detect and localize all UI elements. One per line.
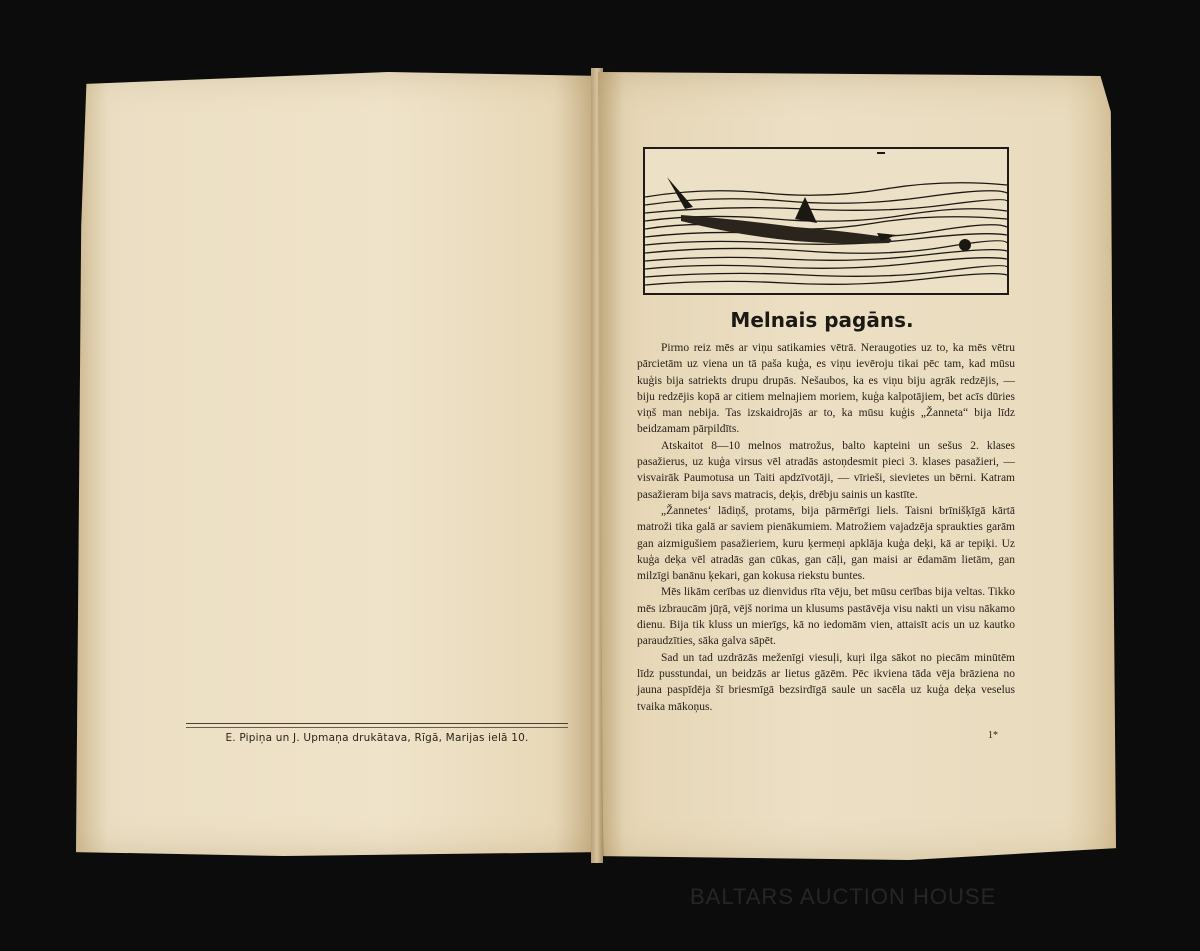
- shark-waves-illustration: [643, 147, 1009, 295]
- auction-watermark: BALTARS AUCTION HOUSE: [690, 884, 997, 909]
- chapter-text: [637, 340, 1015, 715]
- paragraph: Sad un tad uzdrāzās meženīgi viesuļi, kuŗi ilga sākot no piecām minūtēm līdz pusstundai, un beidzās ar lietus gāzēm. Pēc ikviena tāda vēja brāziena no jauna paspīdēja šī briesmīgā bezsirdīgā saule un sacēla uz kuģa deķa veselus tvaika mākoņus.: [637, 651, 1015, 713]
- woodcut-image: [645, 149, 1007, 293]
- paragraph: Atskaitot 8—10 melnos matrožus, balto kapteini un sešus 2. klases pasažierus, uz kuģa virsus vēl atradās astoņdesmit pieci 3. klases pasažieri, — visvairāk Paumotusa un Taiti apdzīvotāji, — vīrieši, sievietes un bērni. Katram pasažieram bija savs matracis, deķis, drēbju sainis un kastīte.: [637, 439, 1015, 501]
- printer-imprint: E. Pipiņa un J. Upmaņa drukātava, Rīgā, Marijas ielā 10.: [225, 732, 529, 744]
- paragraph: „Žannetes‘ lādiņš, protams, bija pārmērīgi liels. Taisni brīnišķīgā kārtā matroži tika galā ar saviem pienākumiem. Matrožiem vajadzēja spraukties garām gan aizmigušiem pasažieriem, kuru ķermeņi apklāja kuģa deķi, kā ar tepiķi. Uz kuģa deķa vēl atradās gan cūkas, gan cāļi, gan maisi ar ēdamām lietām, gan milzīgi banānu ķekari, gan kokusa riekstu buntes.: [637, 504, 1015, 583]
- chapter-title: Melnais pagāns.: [730, 308, 914, 332]
- paragraph: Mēs likām cerības uz dienvidus rīta vēju, bet mūsu cerības bija veltas. Tikko mēs izbraucām jūŗā, vējš norima un klusums pastāvēja visu nakti un visu nākamo dienu. Bija tik kluss un mierīgs, kā no iedomām vien, attaisīt acis un uz kautko paraudzīties, sāka galva sāpēt.: [637, 586, 1015, 648]
- open-book: [76, 68, 1120, 868]
- paragraph: Pirmo reiz mēs ar viņu satikamies vētrā. Neraugoties uz to, ka mēs vētru pārcietām uz viena un tā paša kuģa, es viņu ievēroju tikai pēc tam, kad mūsu kuģis bija satriekts drupu drupās. Nešaubos, ka es viņu biju agrāk redzējis, — biju redzējis kopā ar citiem melnajiem moriem, kuģa kalpotājiem, bet acīs dūries viņš man nebija. Tas izskaidrojās ar to, ka mūsu kuģis „Žanneta“ bija līdz beidzamam pārpildīts.: [637, 342, 1015, 436]
- page-number: 1*: [988, 730, 998, 741]
- imprint-rule-secondary: [186, 727, 568, 728]
- imprint-rule: [186, 723, 568, 724]
